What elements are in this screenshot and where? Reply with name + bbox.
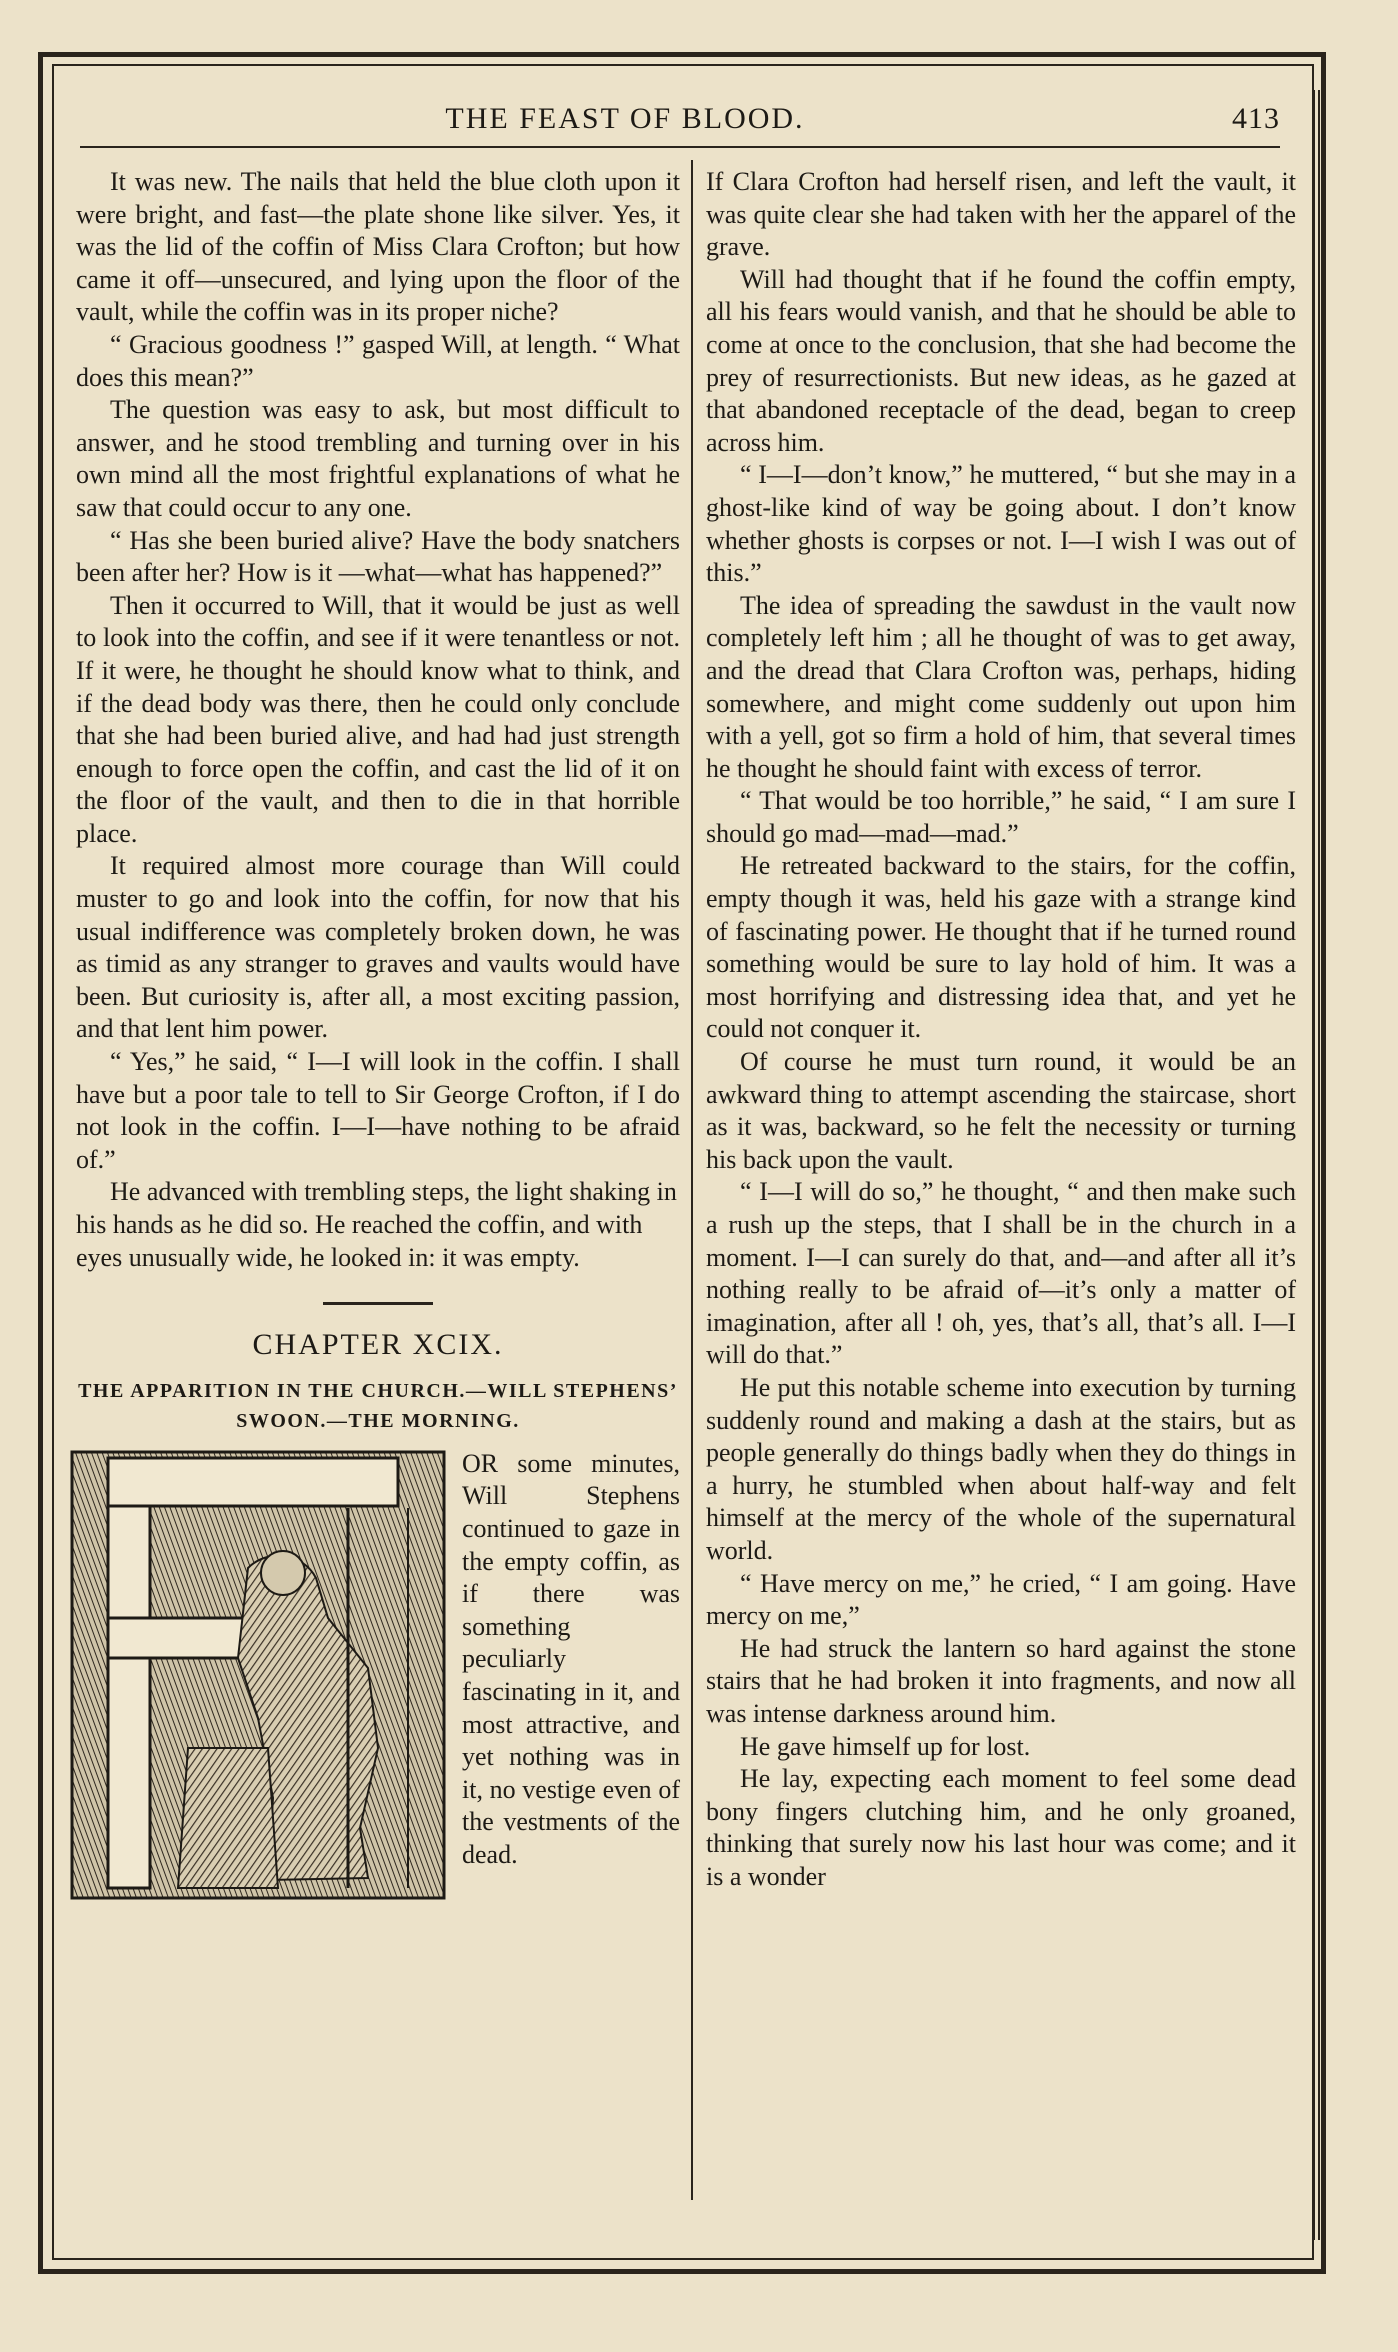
paragraph: It required almost more courage than Will could muster to go and look into the coffin, for now that his usual indifference was completely broken down, he was as timid as any stranger to graves and vaults would have been. But curiosity is, after all, a most exciting passion, and that lent him power. <box>76 851 680 1044</box>
left-column <box>76 166 680 1906</box>
paragraph: Then it occurred to Will, that it would be just as well to look into the coffin, and see if it were tenantless or not. If it were, he thought he should know what to think, and if the dead body was there, then he could only conclude that she had been buried alive, and had had just strength enough to force open the coffin, and cast the lid of it on the floor of the vault, and then to die in that horrible place. <box>76 590 680 848</box>
paragraph: “ I—I—don’t know,” he muttered, “ but she may in a ghost-like kind of way be going about. I don’t know whether ghosts is corpses or not. I—I wish I was out of this.” <box>706 460 1296 588</box>
chapter-opening <box>76 1448 680 1872</box>
dropcap-illustration <box>68 1448 448 1902</box>
paragraph: He had struck the lantern so hard against the stone stairs that he had broken it into fragments, and now all was intense darkness around him. <box>706 1633 1296 1728</box>
running-title: THE FEAST OF BLOOD. <box>445 102 805 135</box>
page-edge-right <box>1312 90 1320 2240</box>
paragraph: It was new. The nails that held the blue cloth upon it were bright, and fast—the plate shone like silver. Yes, it was the lid of the coffin of Miss Clara Crofton; but how came it off—unsecured, and lying upon the floor of the vault, while the coffin was in its proper niche? <box>76 167 680 327</box>
paragraph: “ Have mercy on me,” he cried, “ I am going. Have mercy on me,” <box>706 1568 1296 1631</box>
paragraph: Will had thought that if he found the coffin empty, all his fears would vanish, and that he should be able to come at once to the conclusion, that she had become the prey of resurrectionists. But new ideas, as he gazed at that abandoned receptacle of the dead, began to creep across him. <box>706 264 1296 457</box>
page-number: 413 <box>1232 102 1280 135</box>
paragraph: The idea of spreading the sawdust in the vault now completely left him ; all he thought of was to get away, and the dread that Clara Crofton was, perhaps, hiding somewhere, and might come suddenly out upon him with a yell, got so firm a hold of him, that several times he thought he should faint with excess of terror. <box>706 590 1296 783</box>
paragraph: He gave himself up for lost. <box>740 1731 1031 1761</box>
paragraph: “ Yes,” he said, “ I—I will look in the coffin. I shall have but a poor tale to tell to Sir George Crofton, if I do not look in the coffin. I—I—have nothing to be afraid of.” <box>76 1047 680 1174</box>
section-separator <box>323 1302 433 1305</box>
paragraph: He advanced with trembling steps, the light shaking in his hands as he did so. He reached the coffin, and with eyes unusually wide, he looked in: it was empty. <box>76 1177 677 1272</box>
paragraph: “ That would be too horrible,” he said, “ I am sure I should go mad—mad—mad.” <box>706 786 1296 848</box>
paragraph: “ Has she been buried alive? Have the body snatchers been after her? How is it —what—what has happened?” <box>76 525 680 588</box>
paragraph: Of course he must turn round, it would be an awkward thing to attempt ascending the staircase, short as it was, backward, so he felt the necessity or turning his back upon the vault. <box>706 1047 1296 1174</box>
paragraph: He put this notable scheme into execution by turning suddenly round and making a dash at the stairs, but as people generally do things badly when they do things in a hurry, he stumbled when about half-way and felt himself at the mercy of the whole of the supernatural world. <box>706 1372 1296 1565</box>
paragraph: If Clara Crofton had herself risen, and left the vault, it was quite clear she had taken with her the apparel of the grave. <box>706 167 1296 262</box>
running-header <box>80 96 1280 148</box>
right-column <box>706 166 1296 1893</box>
chapter-opening-text: OR some minutes, Will Stephens continued to gaze in the empty coffin, as if there was something peculiarly fascinating in it, and most attractive, and yet nothing was in it, no vestige even of the vestments of the dead. <box>462 1448 680 1869</box>
paragraph: “ Gracious goodness !” gasped Will, at length. “ What does this mean?” <box>76 329 680 392</box>
paragraph: He lay, expecting each moment to feel some dead bony fingers clutching him, and he only groaned, thinking that surely now his last hour was come; and it is a wonder <box>706 1764 1296 1891</box>
paragraph: He retreated backward to the stairs, for the coffin, empty though it was, held his gaze with a strange kind of fascinating power. He thought that if he turned round something would be sure to lay hold of him. It was a most horrifying and distressing idea that, and yet he could not conquer it. <box>706 851 1296 1044</box>
chapter-title: CHAPTER XCIX. <box>252 1328 504 1362</box>
column-rule <box>691 160 693 2200</box>
paragraph: The question was easy to ask, but most difficult to answer, and he stood trembling and turning over in his own mind all the most frightful explanations of what he saw that could occur to any one. <box>76 395 680 522</box>
chapter-subtitle: THE APPARITION IN THE CHURCH.—WILL STEPHENS’ SWOON.—THE MORNING. <box>78 1379 678 1432</box>
paragraph: “ I—I will do so,” he thought, “ and then make such a rush up the steps, that I shall be in the church in a moment. I—I can surely do that, and—and after all it’s nothing really to be afraid of—it’s only a matter of imagination, after all ! oh, yes, that’s all, that’s all. I—I will do that.” <box>706 1177 1296 1370</box>
